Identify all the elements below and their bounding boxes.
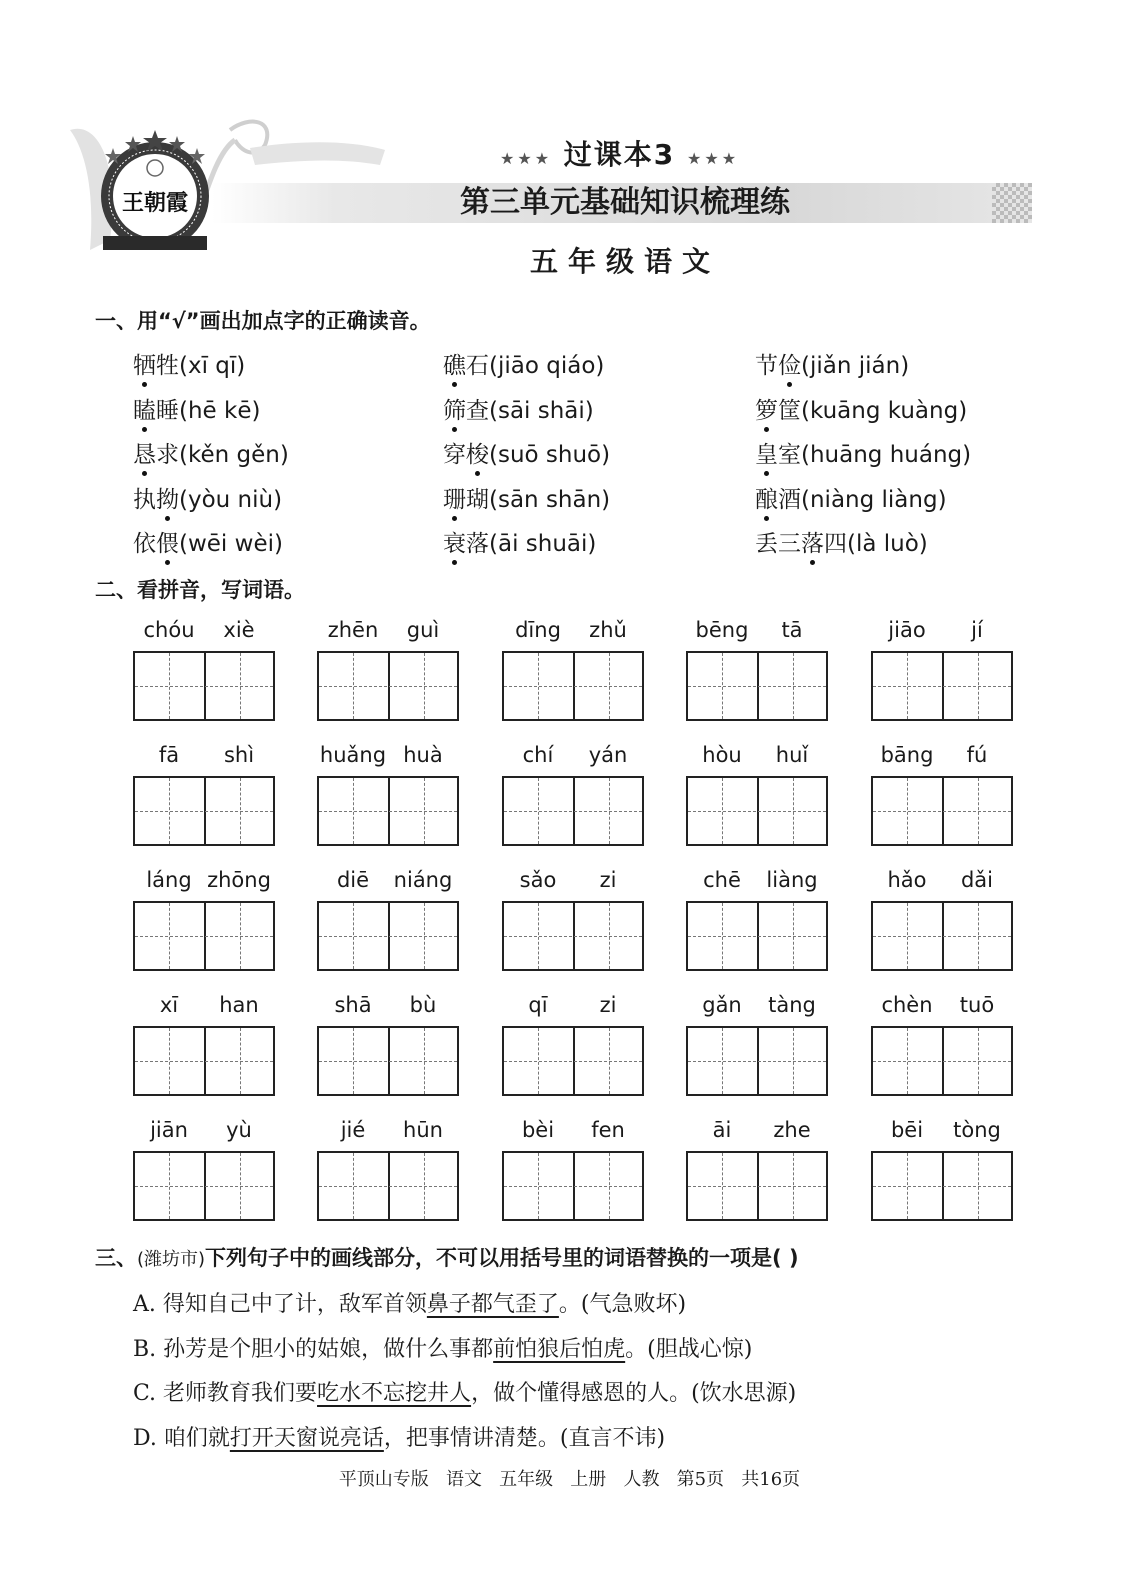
writing-box[interactable]: [871, 1151, 1013, 1221]
pinyin-label: huà: [403, 743, 443, 767]
pinyin-options[interactable]: (là luò): [847, 531, 928, 557]
writing-box[interactable]: [133, 901, 275, 971]
writing-box[interactable]: [133, 1026, 275, 1096]
pinyin-label: shì: [223, 743, 255, 767]
pinyin-label: yán: [588, 743, 628, 767]
reading-item: 执拗(yòu niù): [133, 486, 283, 513]
subtitle-text: 过课本3: [563, 138, 676, 171]
pinyin-label: gǎn: [702, 993, 742, 1017]
writing-box[interactable]: [317, 651, 459, 721]
dotted-char: 俭: [778, 353, 801, 379]
dotted-char: 梭: [466, 442, 489, 468]
pinyin-label: xī: [159, 993, 179, 1017]
pinyin-label: láng: [146, 868, 192, 892]
section-3-heading: 三、(潍坊市)下列句子中的画线部分，不可以用括号里的词语替换的一项是( ): [95, 1246, 799, 1270]
unit-subtitle: [500, 133, 739, 173]
reading-item: 衰落(āi shuāi): [443, 531, 597, 557]
dotted-char: 衰: [443, 531, 466, 557]
pinyin-label: zi: [599, 993, 617, 1017]
reading-item: 酿酒(niàng liàng): [755, 486, 947, 513]
writing-box[interactable]: [686, 651, 828, 721]
pinyin-options[interactable]: (jiāo qiáo): [489, 353, 605, 379]
pinyin-label: tòng: [953, 1118, 1001, 1142]
source-tag: (潍坊市): [137, 1249, 206, 1270]
writing-box[interactable]: [502, 901, 644, 971]
dotted-char: 珊: [443, 486, 466, 513]
pinyin-label: bāng: [880, 743, 934, 767]
option-b[interactable]: B. 孙芳是个胆小的姑娘，做什么事都前怕狼后怕虎。(胆战心惊): [133, 1336, 753, 1362]
option-c[interactable]: C. 老师教育我们要吃水不忘挖井人，做个懂得感恩的人。(饮水思源): [133, 1381, 797, 1406]
section-2-heading: 二、看拼音，写词语。: [95, 578, 305, 602]
pinyin-label: dǎi: [960, 868, 994, 892]
reading-item: 箩筐(kuāng kuàng): [755, 397, 968, 424]
option-d[interactable]: D. 咱们就打开天窗说亮话，把事情讲清楚。(直言不讳): [133, 1425, 666, 1451]
pinyin-label: dīng: [515, 618, 561, 642]
reading-item: 丢三落四(là luò): [755, 531, 928, 557]
pinyin-label: hòu: [702, 743, 742, 767]
option-a[interactable]: A. 得知自己中了计，敌军首领鼻子都气歪了。(气急败坏): [133, 1292, 687, 1317]
reading-item: 穿梭(suō shuō): [443, 442, 611, 468]
pinyin-options[interactable]: (sān shān): [489, 486, 611, 513]
dotted-char: 恳: [133, 442, 156, 468]
pinyin-options[interactable]: (kěn gěn): [179, 442, 289, 468]
reading-item: 珊瑚(sān shān): [443, 486, 611, 513]
writing-box[interactable]: [317, 1026, 459, 1096]
pinyin-label: huǐ: [775, 743, 809, 767]
underlined-phrase: 前怕狼后怕虎: [493, 1336, 626, 1362]
page-footer: 平顶山专版 语文 五年级 上册 人教 第5页 共16页: [338, 1469, 801, 1490]
pinyin-label: sǎo: [519, 868, 557, 892]
writing-box[interactable]: [133, 651, 275, 721]
pinyin-label: chí: [522, 743, 554, 767]
page-title: 第三单元基础知识梳理练: [460, 185, 790, 220]
pinyin-label: jiāo: [888, 618, 926, 642]
writing-box[interactable]: [133, 1151, 275, 1221]
pinyin-label: diē: [336, 868, 370, 892]
star-icon: ★★★: [500, 149, 553, 168]
writing-box[interactable]: [317, 776, 459, 846]
writing-box[interactable]: [133, 776, 275, 846]
writing-box[interactable]: [871, 651, 1013, 721]
writing-box[interactable]: [502, 651, 644, 721]
reading-item: 皇室(huāng huáng): [755, 442, 972, 468]
writing-box[interactable]: [686, 1151, 828, 1221]
pinyin-label: shā: [334, 993, 372, 1017]
pinyin-options[interactable]: (huāng huáng): [801, 442, 972, 468]
pinyin-label: jié: [340, 1118, 366, 1142]
publisher-logo: [95, 128, 215, 253]
dotted-char: 箩: [755, 397, 778, 424]
reading-item: 恳求(kěn gěn): [133, 442, 289, 468]
dotted-char: 拗: [156, 486, 179, 513]
pinyin-options[interactable]: (suō shuō): [489, 442, 611, 468]
pinyin-options[interactable]: (niàng liàng): [801, 486, 947, 513]
star-icon: ★★★: [687, 149, 740, 168]
pinyin-label: tuō: [959, 993, 995, 1017]
pinyin-options[interactable]: (yòu niù): [179, 486, 283, 513]
dotted-char: 落: [801, 531, 824, 557]
writing-box[interactable]: [871, 901, 1013, 971]
writing-box[interactable]: [686, 776, 828, 846]
pinyin-label: āi: [712, 1118, 732, 1142]
reading-item: 节俭(jiǎn jián): [755, 353, 910, 379]
pinyin-label: guì: [406, 618, 440, 642]
pinyin-label: huǎng: [319, 743, 387, 767]
pinyin-label: niáng: [393, 868, 453, 892]
reading-item: 瞌睡(hē kē): [133, 397, 261, 424]
pinyin-label: xiè: [223, 618, 255, 642]
dotted-char: 酿: [755, 486, 778, 513]
pinyin-label: tàng: [768, 993, 816, 1017]
grade-label: 五年级语文: [529, 245, 720, 278]
writing-box[interactable]: [871, 776, 1013, 846]
writing-box[interactable]: [502, 1026, 644, 1096]
pinyin-label: jí: [971, 618, 983, 642]
reading-item: 依偎(wēi wèi): [133, 531, 283, 557]
writing-box[interactable]: [502, 1151, 644, 1221]
pinyin-label: chē: [703, 868, 741, 892]
pinyin-label: fú: [966, 743, 988, 767]
dotted-char: 筛: [443, 397, 466, 424]
pinyin-label: bèi: [521, 1118, 555, 1142]
pinyin-options[interactable]: (kuāng kuàng): [801, 397, 968, 424]
reading-item: 筛查(sāi shāi): [443, 397, 594, 424]
underlined-phrase: 鼻子都气歪了: [426, 1292, 559, 1317]
writing-box[interactable]: [686, 901, 828, 971]
pinyin-options[interactable]: (hē kē): [179, 397, 261, 424]
pinyin-label: qī: [528, 993, 548, 1017]
pinyin-label: liàng: [766, 868, 818, 892]
reading-item: 礁石(jiāo qiáo): [443, 353, 605, 379]
pinyin-label: chèn: [881, 993, 933, 1017]
section-1-heading: 一、用“√”画出加点字的正确读音。: [95, 309, 431, 333]
pinyin-label: zhēn: [327, 618, 379, 642]
pinyin-label: hūn: [403, 1118, 443, 1142]
dotted-char: 瞌: [133, 397, 156, 424]
pinyin-label: zhe: [773, 1118, 811, 1142]
pinyin-label: fen: [591, 1118, 625, 1142]
dotted-char: 偎: [156, 531, 179, 557]
pinyin-label: yù: [226, 1118, 252, 1142]
pinyin-label: bēng: [695, 618, 749, 642]
pinyin-label: zhǔ: [589, 618, 627, 642]
pinyin-label: bù: [409, 993, 437, 1017]
dotted-char: 礁: [443, 353, 466, 379]
pinyin-options[interactable]: (sāi shāi): [489, 397, 594, 424]
pinyin-options[interactable]: (āi shuāi): [489, 531, 597, 557]
underlined-phrase: 打开天窗说亮话: [229, 1425, 384, 1451]
writing-box[interactable]: [502, 776, 644, 846]
pinyin-label: fā: [158, 743, 180, 767]
pinyin-label: han: [219, 993, 259, 1017]
writing-box[interactable]: [317, 901, 459, 971]
pinyin-label: hǎo: [887, 868, 927, 892]
reading-item: 牺牲(xī qī): [133, 353, 246, 379]
pinyin-label: zhōng: [207, 868, 271, 892]
pinyin-label: jiān: [150, 1118, 188, 1142]
pinyin-label: tā: [781, 618, 803, 642]
dotted-char: 皇: [755, 442, 778, 468]
logo-text: 王朝霞: [121, 190, 189, 216]
pinyin-label: chóu: [143, 618, 195, 642]
pinyin-label: bēi: [890, 1118, 924, 1142]
dotted-char: 牺: [133, 353, 156, 379]
pinyin-options[interactable]: (xī qī): [179, 353, 246, 379]
pinyin-options[interactable]: (wēi wèi): [179, 531, 283, 557]
underlined-phrase: 吃水不忘挖井人: [317, 1381, 472, 1406]
pinyin-label: zi: [599, 868, 617, 892]
writing-box[interactable]: [871, 1026, 1013, 1096]
pinyin-options[interactable]: (jiǎn jián): [801, 353, 910, 379]
writing-box[interactable]: [317, 1151, 459, 1221]
writing-box[interactable]: [686, 1026, 828, 1096]
